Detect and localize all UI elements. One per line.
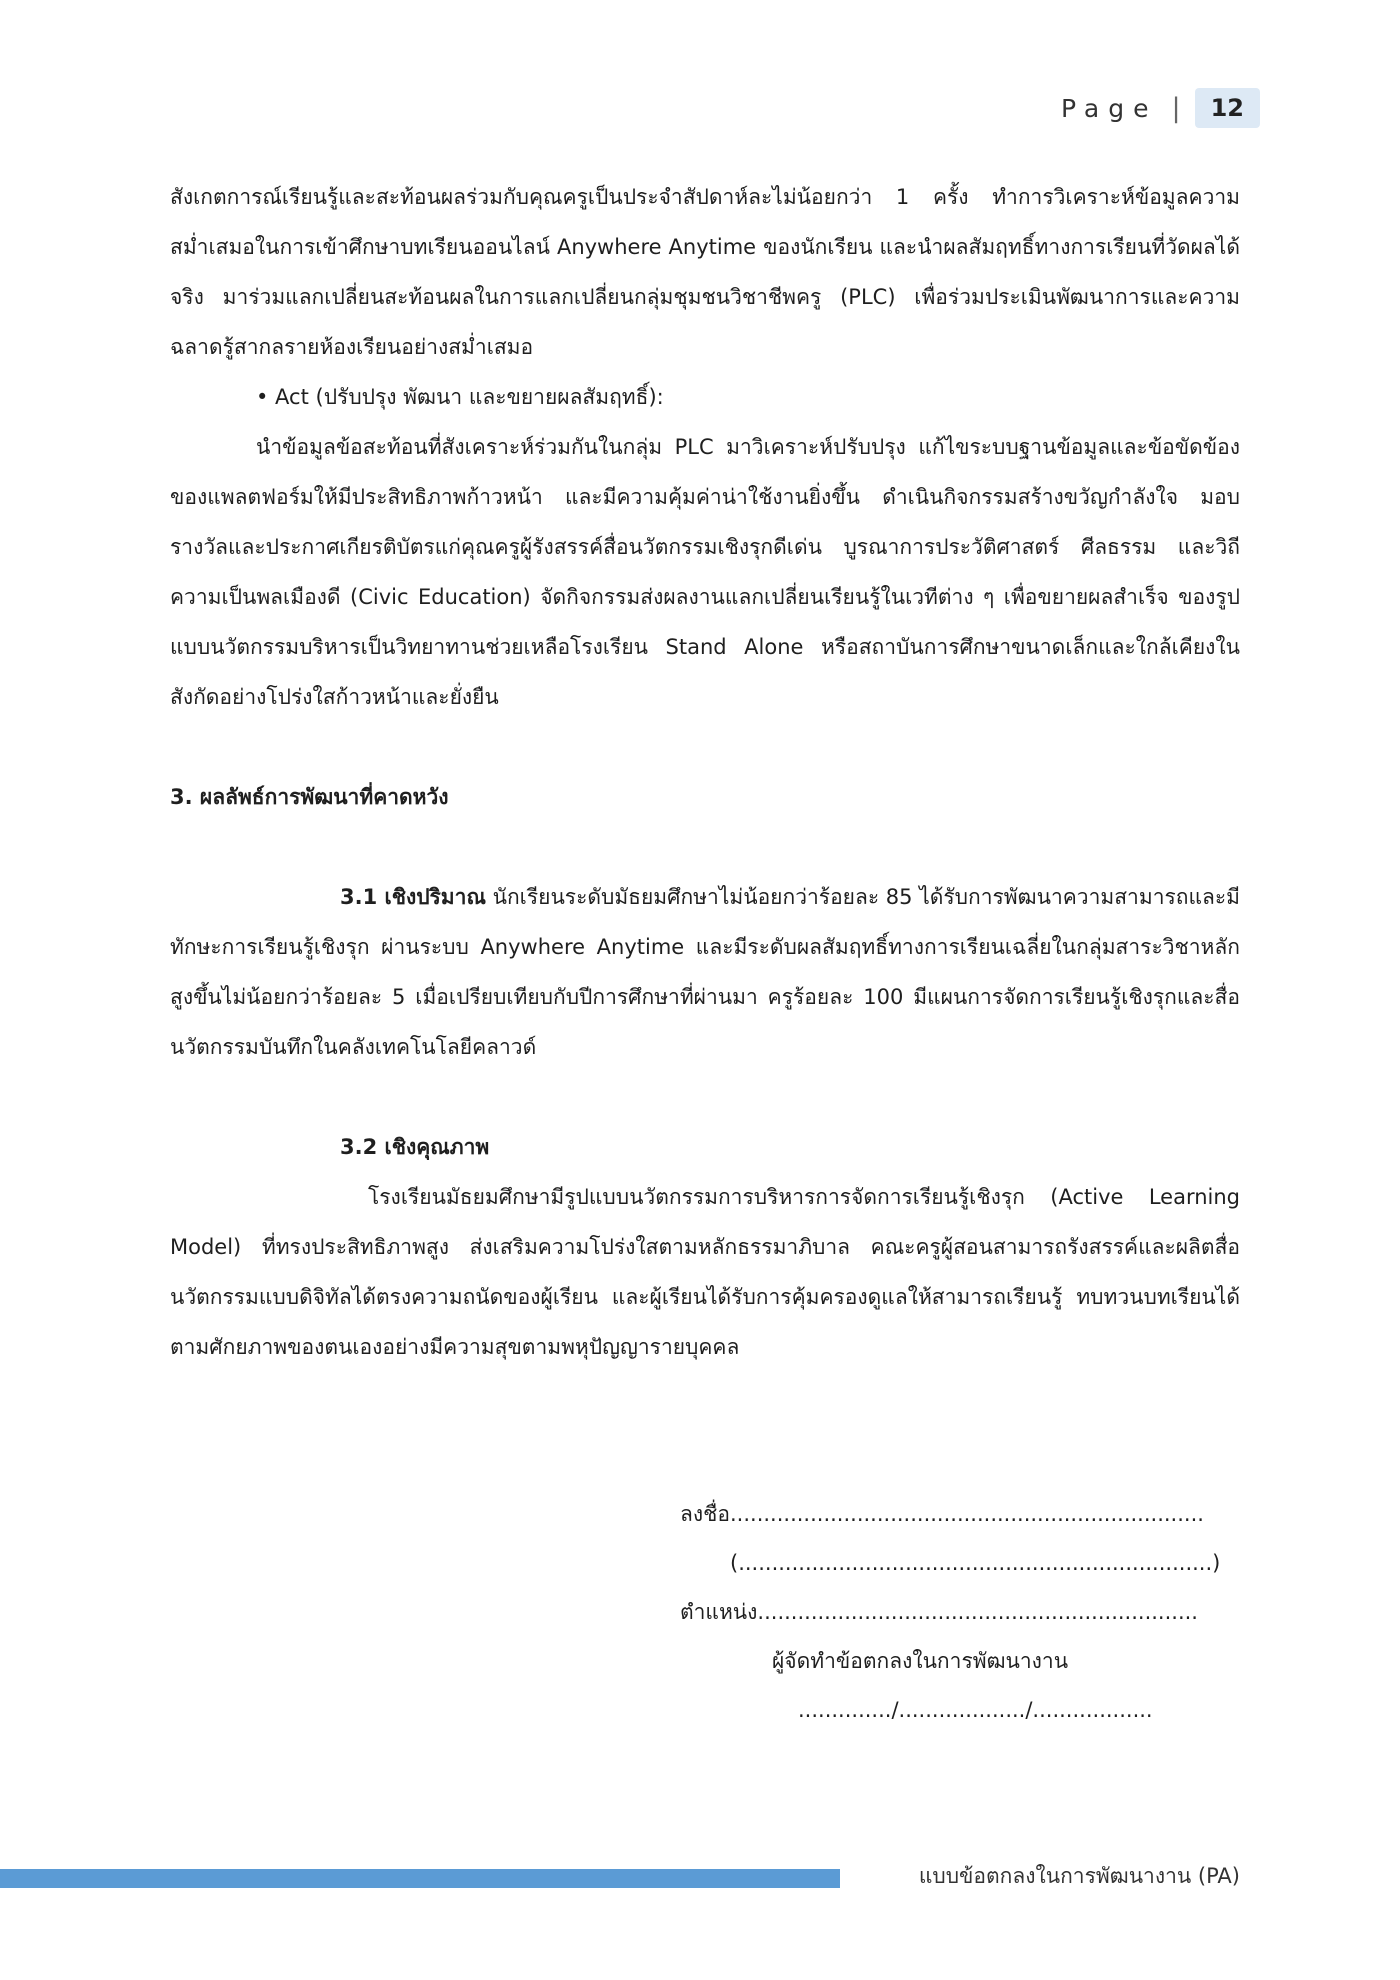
page-separator: | — [1171, 92, 1181, 124]
signature-line: ลงชื่อ....................................................................... — [680, 1502, 1204, 1526]
page-label: Page — [1060, 93, 1158, 123]
paragraph-act: นำข้อมูลข้อสะท้อนที่สังเคราะห์ร่วมกันในกลุ่ม PLC มาวิเคราะห์ปรับปรุง แก้ไขระบบฐานข้อมูลและข้อขัดข้องของแพลตฟอร์มให้มีประสิทธิภาพก้าวหน้า และมีความคุ้มค่าน่าใช้งานยิ่งขึ้น ดำเนินกิจกรรมสร้างขวัญกำลังใจ มอบรางวัลและประกาศเกียรติบัตรแก่คุณครูผู้รังสรรค์สื่อนวัตกรรมเชิงรุกดีเด่น บูรณาการประวัติศาสตร์ ศีลธรรม และวิถีความเป็นพลเมืองดี (Civic Education) จัดกิจกรรมส่งผลงานแลกเปลี่ยนเรียนรู้ในเวทีต่าง ๆ เพื่อขยายผลสำเร็จ ของรูปแบบนวัตกรรมบริหารเป็นวิทยาทานช่วยเหลือโรงเรียน Stand Alone หรือสถาบันการศึกษาขนาดเล็กและใกล้เคียงในสังกัดอย่างโปร่งใสก้าวหน้าและยั่งยืน — [170, 435, 1240, 709]
signature-date-line: ............../.................../.................. — [798, 1698, 1153, 1722]
section-heading-expected-results: 3. ผลลัพธ์การพัฒนาที่คาดหวัง — [170, 785, 449, 809]
signature-position-line: ตำแหน่ง.................................................................. — [680, 1600, 1198, 1624]
document-body — [170, 172, 1240, 1372]
footer-title: แบบข้อตกลงในการพัฒนางาน (PA) — [918, 1864, 1240, 1888]
signature-block — [680, 1490, 1220, 1735]
paragraph-observation: สังเกตการณ์เรียนรู้และสะท้อนผลร่วมกับคุณครูเป็นประจำสัปดาห์ละไม่น้อยกว่า 1 ครั้ง ทำการวิเคราะห์ข้อมูลความสม่ำเสมอในการเข้าศึกษาบทเรียนออนไลน์ Anywhere Anytime ของนักเรียน และนำผลสัมฤทธิ์ทางการเรียนที่วัดผลได้จริง มาร่วมแลกเปลี่ยนสะท้อนผลในการแลกเปลี่ยนกลุ่มชุมชนวิชาชีพครู (PLC) เพื่อร่วมประเมินพัฒนาการและความฉลาดรู้สากลรายห้องเรียนอย่างสม่ำเสมอ — [170, 185, 1240, 359]
act-bullet: • Act (ปรับปรุง พัฒนา และขยายผลสัมฤทธิ์): — [256, 385, 664, 409]
spacer — [170, 822, 1240, 872]
signature-role: ผู้จัดทำข้อตกลงในการพัฒนางาน — [772, 1649, 1069, 1673]
paragraph-qualitative: โรงเรียนมัธยมศึกษามีรูปแบบนวัตกรรมการบริหารการจัดการเรียนรู้เชิงรุก (Active Learning Model) ที่ทรงประสิทธิภาพสูง ส่งเสริมความโปร่งใสตามหลักธรรมาภิบาล คณะครูผู้สอนสามารถรังสรรค์และผลิตสื่อนวัตกรรมแบบดิจิทัลได้ตรงความถนัดของผู้เรียน และผู้เรียนได้รับการคุ้มครองดูแลให้สามารถเรียนรู้ ทบทวนบทเรียนได้ตามศักยภาพของตนเองอย่างมีความสุขตามพหุปัญญารายบุคคล — [170, 1185, 1240, 1359]
signature-name-line: (.......................................................................) — [730, 1551, 1221, 1575]
quantitative-label: 3.1 เชิงปริมาณ — [340, 885, 486, 909]
footer-accent-bar — [0, 1869, 840, 1888]
quantitative-text: นักเรียนระดับมัธยมศึกษาไม่น้อยกว่าร้อยละ 85 ได้รับการพัฒนาความสามารถและมีทักษะการเรียนรู้เชิงรุก ผ่านระบบ Anywhere Anytime และมีระดับผลสัมฤทธิ์ทางการเรียนเฉลี่ยในกลุ่มสาระวิชาหลักสูงขึ้นไม่น้อยกว่าร้อยละ 5 เมื่อเปรียบเทียบกับปีการศึกษาที่ผ่านมา ครูร้อยละ 100 มีแผนการจัดการเรียนรู้เชิงรุกและสื่อนวัตกรรมบันทึกในคลังเทคโนโลยีคลาวด์ — [170, 885, 1240, 1059]
spacer — [170, 1072, 1240, 1122]
paragraph-quantitative — [170, 872, 1240, 1072]
page-header — [1061, 88, 1260, 128]
qualitative-label: 3.2 เชิงคุณภาพ — [340, 1135, 490, 1159]
page-number-badge: 12 — [1195, 88, 1260, 128]
